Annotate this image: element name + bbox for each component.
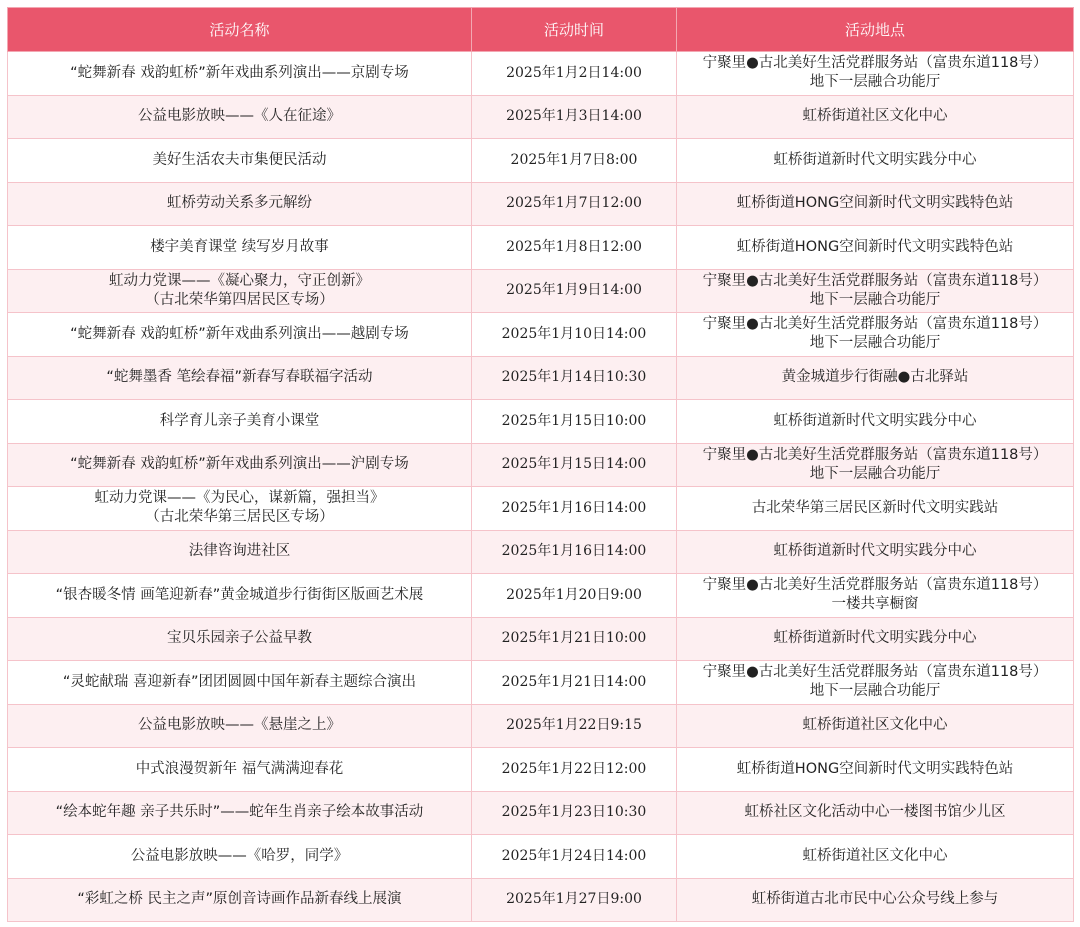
activity-name-line: 楼宇美育课堂 续写岁月故事 (150, 238, 329, 255)
activity-place-line: 虹桥街道古北市民中心公众号线上参与 (751, 891, 999, 908)
activity-time-cell: 2025年1月10日14:00 (472, 313, 677, 357)
activity-name-line: “彩虹之桥 民主之声”原创音诗画作品新春线上展演 (77, 891, 402, 908)
activity-place-cell (677, 400, 1074, 444)
table-row (8, 704, 1074, 748)
activity-name-line: 中式浪漫贺新年 福气满满迎春花 (135, 760, 344, 777)
activity-name-line: 美好生活农夫市集便民活动 (152, 151, 327, 168)
activity-place-cell (677, 356, 1074, 400)
column-header-place: 活动地点 (677, 8, 1074, 52)
activity-place-line: 地下一层融合功能厅 (809, 74, 941, 91)
activity-name-cell (8, 52, 472, 96)
activity-name-line: “蛇舞新春 戏韵虹桥”新年戏曲系列演出——沪剧专场 (70, 456, 409, 473)
activity-place-cell (677, 487, 1074, 531)
activity-name-cell (8, 487, 472, 531)
activity-place-line: 地下一层融合功能厅 (809, 291, 941, 308)
activity-place-line: 宁聚里●古北美好生活党群服务站（富贵东道118号） (702, 55, 1048, 72)
activity-name-line: 宝贝乐园亲子公益早教 (167, 630, 312, 647)
activity-place-line: 黄金城道步行街融●古北驿站 (781, 369, 969, 386)
activity-name-line: “蛇舞墨香 笔绘春福”新春写春联福字活动 (106, 369, 373, 386)
activity-place-line: 虹桥街道社区文化中心 (802, 847, 948, 864)
activity-name-cell (8, 95, 472, 139)
activity-name-cell (8, 269, 472, 313)
activity-time-cell: 2025年1月27日9:00 (472, 878, 677, 922)
activity-place-cell (677, 704, 1074, 748)
activity-time-cell: 2025年1月15日14:00 (472, 443, 677, 487)
activity-name-line: （古北荣华第四居民区专场） (145, 291, 334, 308)
activity-name-line: 虹动力党课——《为民心，谋新篇，强担当》 (94, 490, 385, 507)
activity-time-cell: 2025年1月2日14:00 (472, 52, 677, 96)
activity-time-cell: 2025年1月3日14:00 (472, 95, 677, 139)
activity-place-cell (677, 443, 1074, 487)
activity-name-cell (8, 139, 472, 183)
activity-place-line: 虹桥街道HONG空间新时代文明实践特色站 (736, 238, 1014, 255)
table-row (8, 400, 1074, 444)
activity-place-cell (677, 52, 1074, 96)
activity-place-cell (677, 530, 1074, 574)
activity-place-cell (677, 574, 1074, 618)
activity-name-line: “蛇舞新春 戏韵虹桥”新年戏曲系列演出——京剧专场 (70, 64, 409, 81)
table-row (8, 748, 1074, 792)
table-row (8, 487, 1074, 531)
column-header-name: 活动名称 (8, 8, 472, 52)
activity-place-line: 宁聚里●古北美好生活党群服务站（富贵东道118号） (702, 577, 1048, 594)
activity-time-cell: 2025年1月16日14:00 (472, 530, 677, 574)
activity-name-cell (8, 704, 472, 748)
activity-place-cell (677, 878, 1074, 922)
activity-name-line: “绘本蛇年趣 亲子共乐时”——蛇年生肖亲子绘本故事活动 (55, 804, 424, 821)
activity-schedule (7, 7, 1073, 922)
activity-time-cell: 2025年1月20日9:00 (472, 574, 677, 618)
activity-place-cell (677, 791, 1074, 835)
activity-name-cell (8, 530, 472, 574)
table-row (8, 226, 1074, 270)
activity-name-cell (8, 443, 472, 487)
activity-name-line: 公益电影放映——《哈罗，同学》 (130, 847, 349, 864)
activity-place-cell (677, 661, 1074, 705)
activity-time-cell: 2025年1月23日10:30 (472, 791, 677, 835)
activity-time-cell: 2025年1月9日14:00 (472, 269, 677, 313)
activity-place-line: 虹桥街道新时代文明实践分中心 (773, 151, 977, 168)
column-header-time: 活动时间 (472, 8, 677, 52)
table-row (8, 530, 1074, 574)
activity-name-cell (8, 748, 472, 792)
activity-place-line: 虹桥街道社区文化中心 (802, 717, 948, 734)
activity-name-line: 虹动力党课——《凝心聚力，守正创新》 (109, 272, 370, 289)
activity-name-line: 科学育儿亲子美育小课堂 (159, 412, 320, 429)
activity-time-cell: 2025年1月7日12:00 (472, 182, 677, 226)
table-row (8, 443, 1074, 487)
activity-name-cell (8, 356, 472, 400)
table-row (8, 182, 1074, 226)
activity-name-line: 公益电影放映——《悬崖之上》 (138, 717, 341, 734)
activity-place-cell (677, 748, 1074, 792)
activity-place-cell (677, 95, 1074, 139)
table-row (8, 835, 1074, 879)
activity-place-line: 地下一层融合功能厅 (809, 683, 941, 700)
activity-place-line: 宁聚里●古北美好生活党群服务站（富贵东道118号） (702, 446, 1048, 463)
table-row (8, 574, 1074, 618)
table-row (8, 878, 1074, 922)
activity-name-line: “蛇舞新春 戏韵虹桥”新年戏曲系列演出——越剧专场 (70, 325, 409, 342)
activity-name-line: “银杏暖冬情 画笔迎新春”黄金城道步行街街区版画艺术展 (55, 586, 424, 603)
activity-name-cell (8, 661, 472, 705)
activity-name-cell (8, 400, 472, 444)
table-row (8, 52, 1074, 96)
activity-place-line: 古北荣华第三居民区新时代文明实践站 (751, 499, 999, 516)
table-row (8, 139, 1074, 183)
activity-time-cell: 2025年1月15日10:00 (472, 400, 677, 444)
table-row (8, 356, 1074, 400)
activity-time-cell: 2025年1月22日12:00 (472, 748, 677, 792)
activity-place-line: 虹桥街道新时代文明实践分中心 (773, 412, 977, 429)
table-row (8, 617, 1074, 661)
activity-time-cell: 2025年1月16日14:00 (472, 487, 677, 531)
activity-place-cell (677, 226, 1074, 270)
activity-place-cell (677, 182, 1074, 226)
activity-place-line: 一楼共享橱窗 (831, 596, 919, 613)
activity-name-cell (8, 878, 472, 922)
activity-name-cell (8, 226, 472, 270)
header-row (8, 8, 1074, 52)
activity-place-line: 虹桥社区文化活动中心一楼图书馆少儿区 (744, 804, 1006, 821)
activity-place-line: 虹桥街道新时代文明实践分中心 (773, 543, 977, 560)
activity-table (7, 7, 1074, 922)
table-row (8, 661, 1074, 705)
activity-name-cell (8, 835, 472, 879)
activity-place-cell (677, 835, 1074, 879)
activity-name-cell (8, 574, 472, 618)
activity-place-line: 虹桥街道HONG空间新时代文明实践特色站 (736, 760, 1014, 777)
table-row (8, 313, 1074, 357)
activity-name-line: “灵蛇献瑞 喜迎新春”团团圆圆中国年新春主题综合演出 (62, 673, 417, 690)
activity-time-cell: 2025年1月22日9:15 (472, 704, 677, 748)
table-row (8, 269, 1074, 313)
table-header (8, 8, 1074, 52)
table-row (8, 791, 1074, 835)
activity-place-cell (677, 313, 1074, 357)
activity-place-line: 宁聚里●古北美好生活党群服务站（富贵东道118号） (702, 664, 1048, 681)
table-row (8, 95, 1074, 139)
activity-name-cell (8, 182, 472, 226)
activity-place-cell (677, 617, 1074, 661)
activity-time-cell: 2025年1月7日8:00 (472, 139, 677, 183)
activity-place-line: 虹桥街道HONG空间新时代文明实践特色站 (736, 195, 1014, 212)
activity-name-cell (8, 313, 472, 357)
activity-place-line: 虹桥街道社区文化中心 (802, 108, 948, 125)
activity-name-line: 虹桥劳动关系多元解纷 (167, 195, 312, 212)
activity-place-cell (677, 139, 1074, 183)
activity-time-cell: 2025年1月8日12:00 (472, 226, 677, 270)
activity-name-line: 法律咨询进社区 (188, 543, 291, 560)
activity-time-cell: 2025年1月21日10:00 (472, 617, 677, 661)
activity-time-cell: 2025年1月21日14:00 (472, 661, 677, 705)
activity-time-cell: 2025年1月24日14:00 (472, 835, 677, 879)
activity-name-line: 公益电影放映——《人在征途》 (138, 108, 341, 125)
activity-place-line: 宁聚里●古北美好生活党群服务站（富贵东道118号） (702, 272, 1048, 289)
activity-time-cell: 2025年1月14日10:30 (472, 356, 677, 400)
table-body (8, 52, 1074, 922)
activity-name-line: （古北荣华第三居民区专场） (145, 509, 334, 526)
activity-name-cell (8, 617, 472, 661)
activity-place-cell (677, 269, 1074, 313)
activity-place-line: 地下一层融合功能厅 (809, 465, 941, 482)
activity-place-line: 地下一层融合功能厅 (809, 335, 941, 352)
activity-name-cell (8, 791, 472, 835)
activity-place-line: 宁聚里●古北美好生活党群服务站（富贵东道118号） (702, 316, 1048, 333)
activity-place-line: 虹桥街道新时代文明实践分中心 (773, 630, 977, 647)
